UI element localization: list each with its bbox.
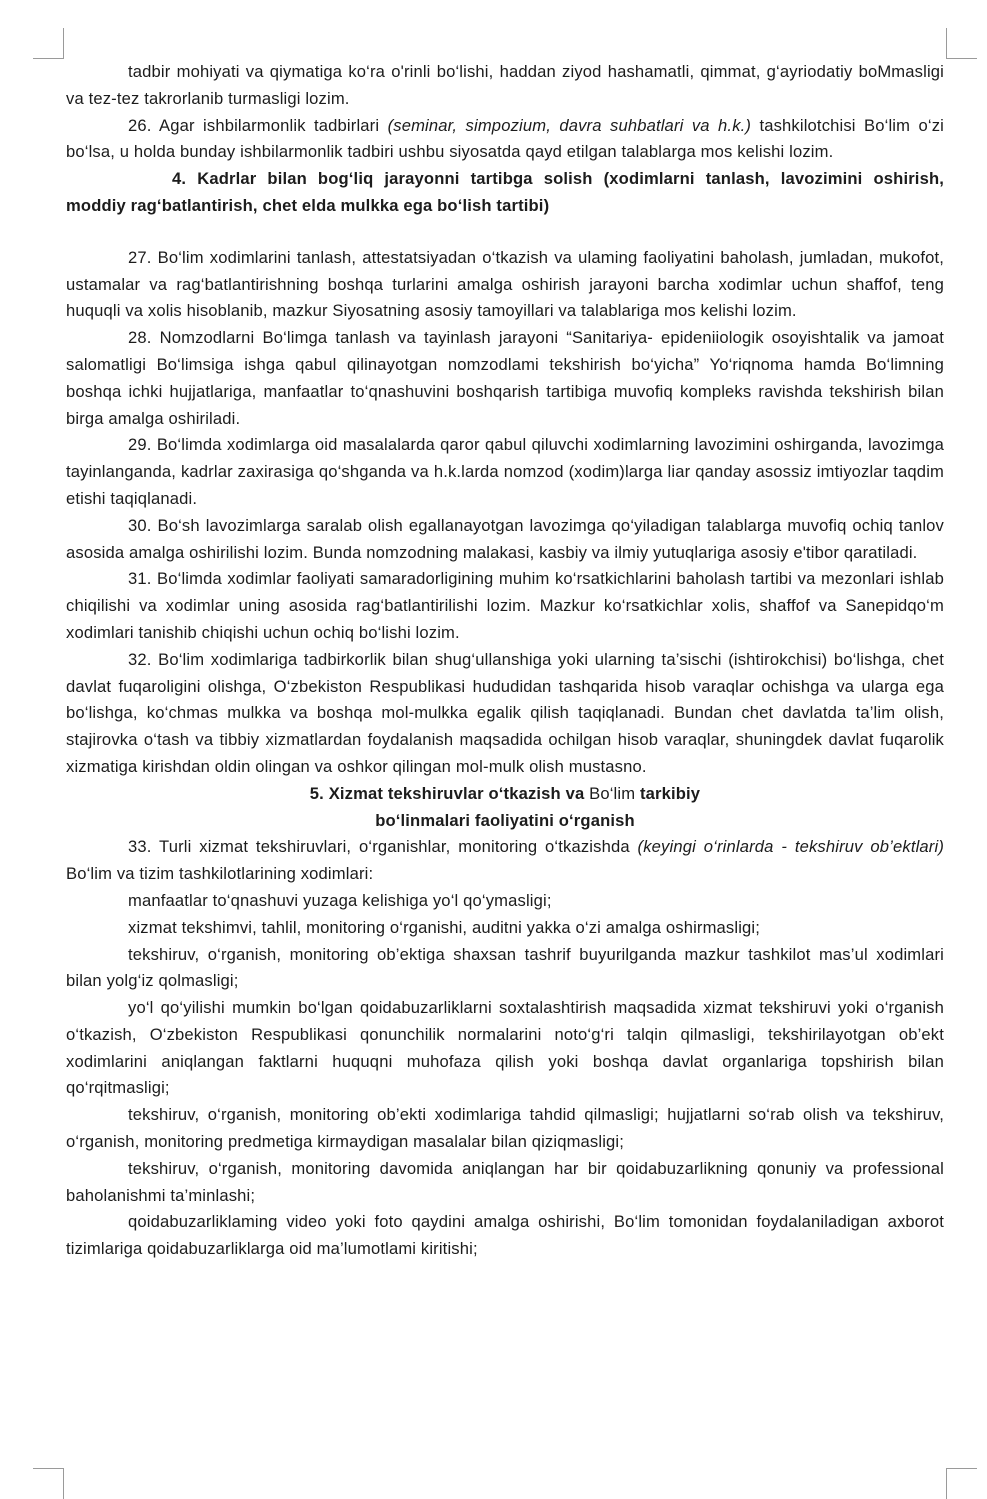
- paragraph-continuation: tadbir mohiyati va qiymatiga ko‘ra o'rinli bo‘lishi, haddan ziyod hashamatli, qimmat, g‘ayriodatiy boMmasligi va tez-tez takrorlanib turmasligi lozim.: [66, 62, 944, 108]
- list-item: xizmat tekshimvi, tahlil, monitoring o‘rganishi, auditni yakka o‘zi amalga oshirmasligi;: [128, 917, 761, 937]
- section-5-heading-end: tarkibiy: [635, 783, 701, 803]
- paragraph-33-end: Bo‘lim va tizim tashkilotlarining xodimlari:: [66, 864, 374, 884]
- list-item: yo‘l qo‘yilishi mumkin bo‘lgan qoidabuzarliklarni soxtalashtirish maqsadida xizmat tekshiruvi yoki o‘rganish o‘tkazish, O‘zbekiston Respublikasi qonunchilik normalarini noto‘g‘ri talqin qilmasligi, tekshirilayotgan ob’ekt xodimlarini aniqlangan faktlarni huquqni muhofaza qilish yoki boshqa davlat organlariga topshirish bilan qo‘rqitmasligi;: [66, 998, 944, 1098]
- crop-mark-top-left: [33, 28, 64, 59]
- paragraph-31: 31. Bo‘limda xodimlar faoliyati samaradorligining muhim ko‘rsatkichlarini baholash tartibi va mezonlari ishlab chiqilishi va xodimlar uning asosida rag‘batlantirilishi lozim. Mazkur ko‘rsatkichlar xolis, shaffof va Sanepidqo‘m xodimlari tanishib chiqishi uchun ochiq bo‘lishi lozim.: [66, 569, 944, 642]
- paragraph-26-end: tashkilotchisi Bo‘lim o‘zi bo‘lsa, u holda bunday ishbilarmonlik tadbiri ushbu siyosatda qayd etilgan talablarga mos kelishi lozim.: [66, 115, 944, 162]
- section-4-heading: 4. Kadrlar bilan bog‘liq jarayonni tartibga solish (xodimlarni tanlash, lavozimini oshirish, moddiy rag‘batlantirish, chet elda mulkka ega bo‘lish tartibi): [66, 169, 944, 215]
- paragraph-33-italic: (keyingi o‘rinlarda - tekshiruv ob’ektlari): [637, 837, 944, 857]
- paragraph-33: [66, 834, 944, 888]
- paragraph-26: [66, 113, 944, 167]
- paragraph-28: 28. Nomzodlarni Bo‘limga tanlash va tayinlash jarayoni “Sanitariya- epideniiologik osoyishtalik va jamoat salomatligi Bo‘limsiga ishga qabul qilinayotgan nomzodlami tekshirish bo‘yicha” Yo‘riqnoma hamda Bo‘limning boshqa ichki hujjatlariga, manfaatlar to‘qnashuvini boshqarish tartibiga muvofiq kompleks ravishda tekshirish bilan birga amalga oshiriladi.: [66, 328, 944, 428]
- crop-mark-bottom-right: [946, 1468, 977, 1499]
- list-item: tekshiruv, o‘rganish, monitoring ob’ekti xodimlariga tahdid qilmasligi; hujjatlarni so‘rab olish va tekshiruv, o‘rganish, monitoring predmetiga kirmaydigan masalalar bilan qiziqmasligi;: [66, 1105, 944, 1152]
- list-item: qoidabuzarliklaming video yoki foto qaydini amalga oshirishi, Bo‘lim tomonidan foydalaniladigan axborot tizimlariga qoidabuzarliklarga oid ma’lumotlami kiritishi;: [66, 1212, 944, 1259]
- paragraph-29: 29. Bo‘limda xodimlarga oid masalalarda qaror qabul qiluvchi xodimlarning lavozimini oshirganda, lavozimga tayinlanganda, kadrlar zaxirasiga qo‘shganda va h.k.larda nomzod (xodim)larga liar qanday asossiz imtiyozlar taqdim etishi taqiqlanadi.: [66, 435, 944, 508]
- section-5-heading: [66, 781, 944, 808]
- paragraph-26-italic: (seminar, simpozium, davra suhbatlari va h.k.): [387, 115, 752, 135]
- paragraph-30: 30. Bo‘sh lavozimlarga saralab olish egallanayotgan lavozimga qo‘yiladigan talablarga muvofiq ochiq tanlov asosida amalga oshirilishi lozim. Bunda nomzodning malakasi, kasbiy va ilmiy yutuqlariga asosiy e'tibor qaratiladi.: [66, 515, 944, 562]
- section-5-heading-line2: bo‘linmalari faoliyatini o‘rganish: [375, 810, 635, 830]
- section-5-heading-start: 5. Xizmat tekshiruvlar o‘tkazish va: [309, 783, 590, 803]
- crop-mark-top-right: [946, 28, 977, 59]
- paragraph-32: 32. Bo‘lim xodimlariga tadbirkorlik bilan shug‘ullanshiga yoki ularning ta’sischi (ishtirokchisi) bo‘lishga, chet davlat fuqaroligini olishga, O‘zbekiston Respublikasi hududidan tashqarida hisob varaqlar ochishga va ularga ega bo‘lishga, ko‘chmas mulkka va boshqa mol-mulkka egalik qilish taqiqlanadi. Bundan chet davlatda ta’lim olish, stajirovka o‘tash va tibbiy xizmatlardan foydalanish maqsadida ochilgan hisob varaqlar, shuningdek davlat fuqarolik xizmatiga kirishdan oldin olingan va oshkor qilingan mol-mulk olish mustasno.: [66, 649, 944, 776]
- list-item: tekshiruv, o‘rganish, monitoring davomida aniqlangan har bir qoidabuzarlikning qonuniy va professional baholanishmi ta’minlashi;: [66, 1158, 944, 1205]
- paragraph-33-start: 33. Turli xizmat tekshiruvlari, o‘rganishlar, monitoring o‘tkazishda: [128, 837, 638, 857]
- list-item: tekshiruv, o‘rganish, monitoring ob’ektiga shaxsan tashrif buyurilganda mazkur tashkilot mas’ul xodimlari bilan yolg‘iz qolmasligi;: [66, 944, 944, 991]
- spacer: [66, 220, 944, 245]
- document-body: [66, 59, 944, 1263]
- crop-mark-bottom-left: [33, 1468, 64, 1499]
- section-5-heading-normal: Bo‘lim: [589, 783, 636, 803]
- list-item: manfaatlar to‘qnashuvi yuzaga kelishiga yo‘l qo‘ymasligi;: [128, 890, 552, 910]
- paragraph-26-start: 26. Agar ishbilarmonlik tadbirlari: [128, 115, 388, 135]
- paragraph-27: 27. Bo‘lim xodimlarini tanlash, attestatsiyadan o‘tkazish va ulaming faoliyatini baholash, jumladan, mukofot, ustamalar va rag‘batlantirishning boshqa turlarini amalga oshirish jarayoni barcha xodimlar uchun shaffof, teng huquqli va xolis hisoblanib, mazkur Siyosatning asosiy tamoyillari va talablariga mos kelishi lozim.: [66, 247, 944, 321]
